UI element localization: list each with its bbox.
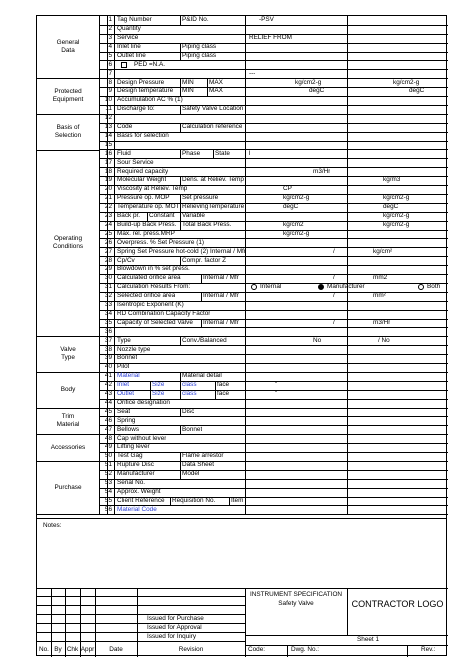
field-text: Compr. factor Z	[182, 256, 227, 264]
table-row	[37, 114, 446, 123]
group-label: Operating Conditions	[52, 234, 84, 250]
field-text: Item	[231, 496, 244, 504]
field-text: Calculation reference	[182, 123, 243, 131]
table-row	[37, 78, 446, 87]
field-text: Phase	[182, 149, 201, 157]
field-text: face	[217, 390, 230, 398]
field-text: degC	[309, 87, 325, 95]
checkbox-box[interactable]	[121, 62, 127, 68]
field-text: degC	[283, 203, 299, 211]
field-text: m3/Hr	[373, 318, 391, 326]
checkbox[interactable]	[121, 61, 127, 70]
field-text: Cap without lever	[117, 434, 167, 442]
row-number: 25	[104, 229, 112, 237]
field-text: /	[333, 292, 335, 300]
field-text: Approx. Weight	[117, 487, 161, 495]
row-number: 34	[104, 309, 112, 317]
field-text: Outlet line	[117, 51, 146, 59]
field-text: Outlet	[117, 390, 135, 398]
field-text: Size	[152, 390, 165, 398]
group-label: Body	[60, 385, 76, 393]
field-text: kg/cm2-g	[393, 78, 420, 86]
table-row	[37, 25, 446, 34]
row-number: 27	[104, 247, 112, 255]
code-label: Code:	[248, 646, 266, 654]
row-number: 15	[104, 140, 112, 148]
field-text: Cp/Cv	[117, 256, 135, 264]
row-number: 53	[104, 479, 112, 487]
field-text: Total Back Press.	[182, 220, 232, 228]
field-text: kg/cm2-g	[383, 194, 410, 202]
table-row	[37, 345, 446, 354]
field-text: kg/cm2-g	[283, 229, 310, 237]
row-number: 20	[104, 185, 112, 193]
field-text: Seat	[117, 407, 131, 415]
field-text: m3/Hr	[313, 167, 331, 175]
row-number: 6	[108, 60, 112, 68]
field-text: Test Gag	[117, 452, 143, 460]
field-text: Internal / Mfr	[203, 318, 239, 326]
field-text: Temperature op. MOT	[117, 203, 180, 211]
row-number: 7	[108, 69, 112, 77]
field-text: Internal / Mfr	[203, 292, 239, 300]
table-row	[37, 96, 446, 105]
row-number: 39	[104, 354, 112, 362]
table-row	[37, 488, 446, 497]
field-text: "	[275, 381, 278, 389]
field-text: Blowdown in % set press.	[117, 265, 190, 273]
revision-header: Revision	[178, 646, 204, 654]
field-text: Code	[117, 123, 133, 131]
table-row	[37, 141, 446, 150]
row-number: 51	[104, 461, 112, 469]
field-text: /	[333, 247, 335, 255]
field-text: Variable	[182, 212, 205, 220]
row-number: 3	[108, 34, 112, 42]
field-text: "	[275, 390, 278, 398]
field-text: Material Code	[117, 505, 157, 513]
field-text: Rupture Disc	[117, 461, 154, 469]
row-number: 41	[104, 372, 112, 380]
table-row	[37, 158, 446, 167]
sheet-number: Sheet 1	[357, 636, 380, 644]
row-number: 26	[104, 238, 112, 246]
field-text: Piping class	[182, 42, 217, 50]
table-row	[37, 69, 446, 78]
row-number: 19	[104, 176, 112, 184]
row-number: 12	[104, 114, 112, 122]
field-text: kg/cm2-g	[295, 78, 322, 86]
row-number: 52	[104, 470, 112, 478]
field-text: /	[333, 318, 335, 326]
field-text: Pressure op. MOP	[117, 194, 170, 202]
field-text: degC	[409, 87, 425, 95]
row-number: 28	[104, 256, 112, 264]
field-text: Back pr.	[117, 212, 141, 220]
radio-dot-icon[interactable]	[318, 284, 324, 290]
row-number: 11	[105, 105, 112, 113]
field-text: Client Reference	[117, 496, 165, 504]
field-text: Data Sheet	[182, 461, 214, 469]
row-number: 46	[104, 416, 112, 424]
row-number: 33	[104, 301, 112, 309]
table-row	[37, 497, 446, 506]
field-text: Max. rel. press.MRP	[117, 229, 175, 237]
table-row	[37, 461, 446, 470]
field-text: Size	[152, 381, 165, 389]
field-text: kg/cm2	[283, 220, 304, 228]
row-number: 32	[104, 292, 112, 300]
field-text: kg/cm²	[373, 247, 393, 255]
field-text: Isentropic Exponent (K)	[117, 301, 184, 309]
field-text: class	[182, 390, 197, 398]
field-text: Spring	[117, 416, 136, 424]
table-row	[37, 167, 446, 176]
field-text: Inlet line	[117, 42, 141, 50]
field-text: Nozzle type	[117, 345, 151, 353]
group-label: Accessories	[50, 443, 86, 451]
radio-label: Manufacturer	[327, 283, 365, 291]
row-number: 37	[104, 336, 112, 344]
field-text: Dens. at Reliev. Temp	[182, 176, 244, 184]
row-number: 29	[104, 265, 112, 273]
table-row	[37, 87, 446, 96]
field-text: Orifice designation	[117, 398, 170, 406]
table-row	[37, 150, 446, 159]
field-text: Material	[117, 372, 140, 380]
field-text: / No	[378, 336, 390, 344]
field-text: Tag Number	[117, 16, 152, 24]
field-text: Lifting lever	[117, 443, 150, 451]
table-row	[37, 34, 446, 43]
group-label: Basis of Selection	[54, 123, 82, 139]
table-row	[37, 185, 446, 194]
field-text: Bellows	[117, 425, 140, 433]
field-text: Calculation Results From:	[117, 283, 191, 291]
field-text: Quantity	[117, 25, 141, 33]
radio-dot-icon[interactable]	[251, 284, 257, 290]
field-text: Requisition No.	[172, 496, 216, 504]
revision-header: Date	[109, 646, 123, 654]
field-text: -PSV	[259, 16, 274, 24]
field-text: Serial No.	[117, 479, 146, 487]
table-row	[37, 176, 446, 185]
field-text: Calculated orifice area	[117, 274, 181, 282]
row-number: 4	[108, 42, 112, 50]
field-text: face	[217, 381, 230, 389]
field-text: Capacity of Selected Valve	[117, 318, 193, 326]
field-text: MIN	[182, 78, 194, 86]
field-text: Accumulation AC % (1)	[117, 96, 183, 104]
table-row	[37, 239, 446, 248]
radio-option[interactable]	[418, 283, 440, 292]
field-text: Safety Valve Location	[182, 105, 244, 113]
field-text: Overpress. % Set Pressure (1)	[117, 238, 205, 246]
table-row	[37, 105, 446, 114]
revision-header: Chk	[66, 646, 79, 654]
table-row	[37, 381, 446, 390]
field-text: kg/cm2-g	[383, 212, 410, 220]
field-text: Disc	[182, 407, 195, 415]
table-row	[37, 319, 446, 328]
table-row	[37, 310, 446, 319]
row-number: 21	[104, 194, 112, 202]
row-number: 30	[104, 274, 112, 282]
field-text: RD Combination Capacity Factor	[117, 309, 211, 317]
table-row	[37, 452, 446, 461]
row-number: 1	[108, 16, 112, 24]
row-number: 48	[104, 434, 112, 442]
field-text: MIN	[182, 87, 194, 95]
row-number: 42	[104, 381, 112, 389]
field-text: l	[249, 149, 251, 157]
field-text: kg/cm2-g	[283, 194, 310, 202]
row-number: 36	[104, 327, 112, 335]
field-text: Required capacity	[117, 167, 169, 175]
row-number: 23	[104, 212, 112, 220]
field-text: /	[333, 274, 335, 282]
row-number: 10	[104, 96, 112, 104]
row-number: 45	[104, 407, 112, 415]
radio-label: Internal	[260, 283, 282, 291]
field-text: class	[182, 381, 197, 389]
table-row	[37, 283, 446, 292]
spec-title: INSTRUMENT SPECIFICATION	[249, 590, 343, 598]
field-text: degC	[383, 203, 399, 211]
table-row	[37, 230, 446, 239]
table-row	[37, 479, 446, 488]
row-number: 44	[104, 398, 112, 406]
table-row	[37, 408, 446, 417]
row-number: 50	[104, 452, 112, 460]
field-text: kg/m3	[383, 176, 401, 184]
table-row	[37, 301, 446, 310]
notes-label: Notes:	[43, 521, 62, 529]
field-text: Viscosity at Reliev. Temp	[117, 185, 188, 193]
row-number: 2	[108, 25, 112, 33]
radio-option[interactable]	[318, 283, 365, 292]
row-number: 22	[104, 203, 112, 211]
revision-header: By	[54, 646, 62, 654]
row-number: 14	[104, 131, 112, 139]
radio-label: Both	[427, 283, 441, 291]
table-row	[37, 328, 446, 337]
contractor-logo: CONTRACTOR LOGO	[351, 598, 444, 609]
drawing-number-label: Dwg. No.:	[291, 646, 320, 654]
table-row	[37, 372, 446, 381]
field-text: Piping class	[182, 51, 217, 59]
row-number: 9	[108, 87, 112, 95]
table-row	[37, 506, 446, 515]
table-row	[37, 434, 446, 443]
field-text: Basis for selection	[117, 131, 169, 139]
field-text: Discharge to:	[117, 105, 155, 113]
issue-status: Issued for Approval	[147, 623, 202, 631]
field-text: RelievingTemperature	[182, 203, 245, 211]
field-text: Service	[117, 34, 139, 42]
row-number: 31	[104, 283, 112, 291]
field-text: kg/cm2-g	[383, 220, 410, 228]
table-row	[37, 417, 446, 426]
field-text: Pilot	[117, 363, 130, 371]
table-row	[37, 256, 446, 265]
field-text: MAX	[209, 87, 223, 95]
group-label: Purchase	[54, 483, 82, 491]
field-text: Constant	[149, 212, 175, 220]
row-number: 47	[104, 425, 112, 433]
field-text: Fluid	[117, 149, 131, 157]
field-text: Material detail	[182, 372, 222, 380]
row-number: 8	[108, 78, 112, 86]
field-text: Spring Set Pressure hot-cold (2) Internal / Mfr	[117, 247, 246, 255]
field-text: Build-up Back Press.	[117, 220, 177, 228]
field-text: RELIEF FROM	[249, 34, 292, 42]
table-row	[37, 132, 446, 141]
group-label: Valve Type	[60, 346, 76, 362]
field-text: P&ID No.	[182, 16, 209, 24]
table-row	[37, 43, 446, 52]
table-row	[37, 470, 446, 479]
table-row	[37, 443, 446, 452]
table-row	[37, 425, 446, 434]
revision-header: Appr	[80, 646, 95, 654]
table-row	[37, 52, 446, 61]
field-text: MAX	[209, 78, 223, 86]
group-label: Trim Material	[56, 412, 80, 428]
field-text: Design Pressure	[117, 78, 165, 86]
table-row	[37, 363, 446, 372]
field-text: State	[215, 149, 230, 157]
field-text: Conv./Balanced	[182, 336, 227, 344]
field-text: Bonnet	[182, 425, 203, 433]
row-number: 35	[104, 318, 112, 326]
table-row	[37, 292, 446, 301]
field-text: Internal / Mfr	[203, 274, 239, 282]
field-text: Set pressure	[182, 194, 219, 202]
row-number: 38	[104, 345, 112, 353]
row-number: 18	[104, 167, 112, 175]
table-row	[37, 390, 446, 399]
group-label: General Data	[56, 39, 80, 55]
revision-header: No.	[39, 646, 49, 654]
field-text: Molecular Weight	[117, 176, 167, 184]
spec-subtitle: Safety Valve	[278, 599, 314, 607]
row-number: 5	[108, 51, 112, 59]
field-text: Design temperature	[117, 87, 174, 95]
table-row	[37, 61, 446, 70]
field-text: mm2	[373, 274, 388, 282]
issue-status: Issued for Inquiry	[147, 632, 197, 640]
table-row	[37, 399, 446, 408]
row-number: 13	[104, 123, 112, 131]
field-text: PED =N.A.	[134, 60, 166, 68]
datasheet-form	[36, 15, 447, 656]
issue-status: Issued for Purchase	[147, 614, 204, 622]
table-row	[37, 203, 446, 212]
field-text: Selected orifice area	[117, 292, 176, 300]
group-label: Protected Equipment	[52, 88, 84, 104]
row-number: 49	[104, 443, 112, 451]
field-text: ---	[249, 69, 256, 77]
table-row	[37, 212, 446, 221]
field-text: Type	[117, 336, 131, 344]
field-text: CP	[283, 185, 292, 193]
row-number: 40	[104, 363, 112, 371]
field-text: No	[313, 336, 322, 344]
table-row	[37, 16, 446, 25]
field-text: Flame arrestor	[182, 452, 224, 460]
table-row	[37, 247, 446, 256]
field-text: Model	[182, 470, 200, 478]
table-row	[37, 221, 446, 230]
row-number: 54	[104, 487, 112, 495]
table-row	[37, 274, 446, 283]
field-text: mm²	[373, 292, 386, 300]
revision-label: Rev.:	[421, 646, 436, 654]
field-text: Inlet	[117, 381, 130, 389]
field-text: Sour Service	[117, 158, 154, 166]
field-text: Manufacturer	[117, 470, 155, 478]
table-row	[37, 354, 446, 363]
row-number: 43	[104, 390, 112, 398]
radio-option[interactable]	[251, 283, 281, 292]
row-number: 17	[104, 158, 112, 166]
table-row	[37, 336, 446, 345]
field-text: Bonnet	[117, 354, 138, 362]
table-row	[37, 265, 446, 274]
table-row	[37, 194, 446, 203]
radio-dot-icon[interactable]	[418, 284, 424, 290]
row-number: 55	[104, 496, 112, 504]
row-number: 24	[104, 220, 112, 228]
table-row	[37, 123, 446, 132]
row-number: 16	[104, 149, 112, 157]
row-number: 56	[104, 505, 112, 513]
